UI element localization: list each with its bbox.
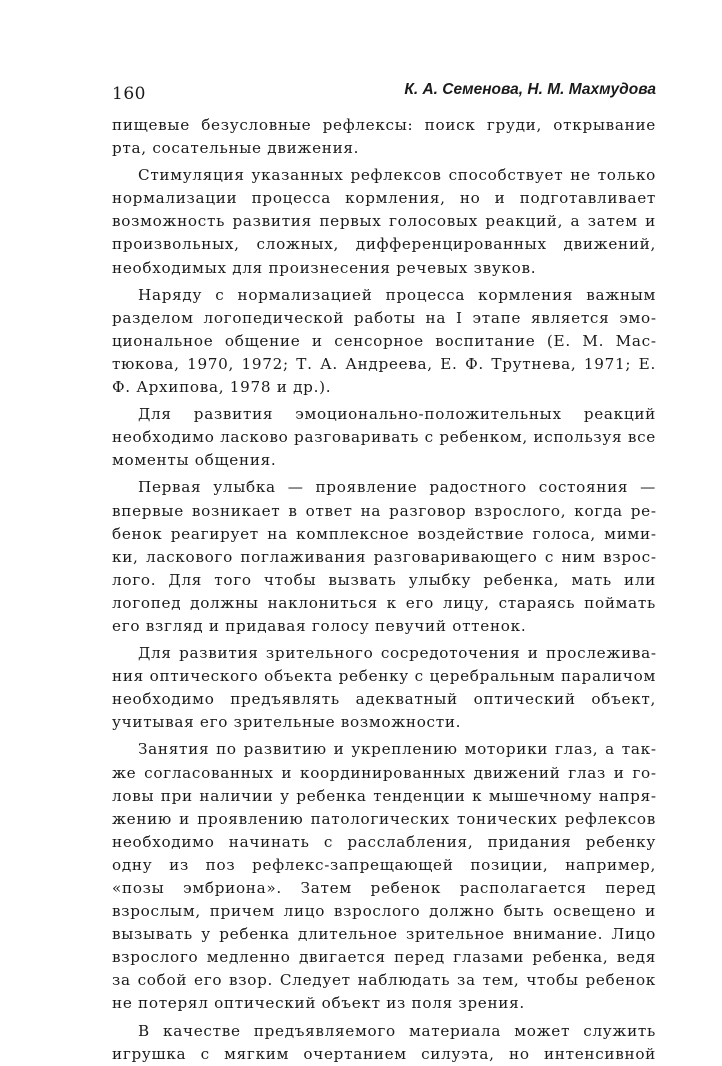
paragraph-4: Для развития эмоционально-положительных реакций необходимо ласково разговаривать с ребенком, используя все моменты общения. [112,405,656,470]
body-text [112,114,656,1066]
paragraph-7: Занятия по развитию и укреплению моторики глаз, а также согласованных и координированных движений глаз и головы при наличии у ребенка тенденции к мышечному напряжению и проявлению патологических тонических рефлексов необходимо начинать с расслабления, придания ребенку одну из поз рефлекс-запрещающей позиции, например, «позы эмбриона». Затем ребенок располагается перед взрослым, причем лицо взрослого должно быть освещено и вызывать у ребенка длительное зрительное внимание. Лицо взрослого медленно двигается перед глазами ребенка, ведя за собой его взор. Следует наблюдать за тем, чтобы ребенок не потерял оптический объект из поля зрения. [112,740,656,1013]
paragraph-2: Стимуляция указанных рефлексов способствует не только нормализации процесса кормления, но и подготавливает возможность развития первых голосовых реакций, а затем и произвольных, сложных, дифференцированных движений, необходимых для произнесения речевых звуков. [112,166,656,277]
page-number: 160 [112,84,146,104]
paragraph-6: Для развития зрительного сосредоточения и прослеживания оптического объекта ребенку с церебральным параличом необходимо предъявлять адекватный оптический объект, учитывая его зрительные возможности. [112,644,656,732]
paragraph-3: Наряду с нормализацией процесса кормления важным разделом логопедической работы на I этапе является эмоциональное общение и сенсорное воспитание (Е. М. Мастюкова, 1970, 1972; Т. А. Андреева, Е. Ф. Трутнева, 1971; Е. Ф. Архипова, 1978 и др.). [112,285,656,397]
running-head-authors: К. А. Семенова, Н. М. Махмудова [404,81,656,98]
paragraph-1: пищевые безусловные рефлексы: поиск груди, открывание рта, сосательные движения. [112,116,656,158]
paragraph-5: Первая улыбка — проявление радостного состояния — впервые возникает в ответ на разговор взрослого, когда ребенок реагирует на комплексное воздействие голоса, мимики, ласкового поглаживания разговаривающего с ним взрослого. Для того чтобы вызвать улыбку ребенка, мать или логопед должны наклониться к его лицу, стараясь поймать его взгляд и придавая голосу певучий оттенок. [112,478,656,635]
paragraph-8: В качестве предъявляемого материала может служить игрушка с мягким очертанием силуэта, но интенсивной [112,1021,656,1063]
